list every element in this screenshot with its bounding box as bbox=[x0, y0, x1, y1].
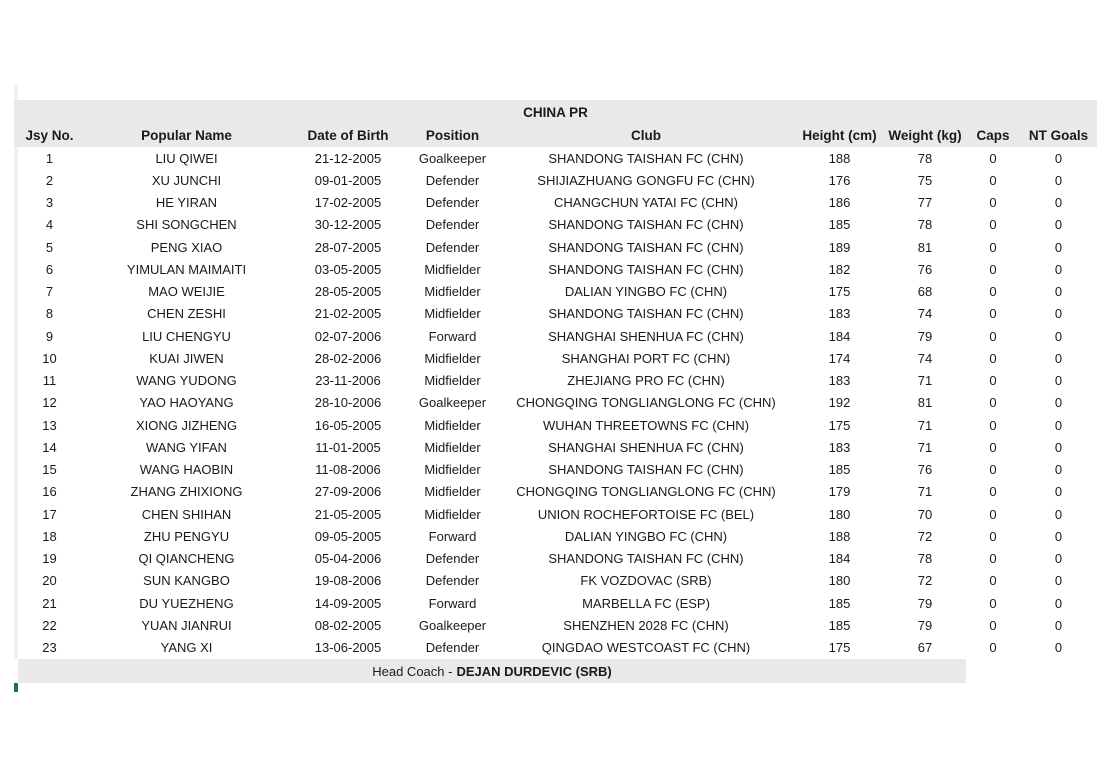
table-cell: 71 bbox=[917, 373, 933, 389]
table-cell: 0 bbox=[1054, 373, 1063, 389]
table-cell: LIU CHENGYU bbox=[142, 328, 231, 344]
table-cell: 0 bbox=[1054, 195, 1063, 211]
table-cell: 09-01-2005 bbox=[314, 172, 382, 188]
table-cell: 0 bbox=[989, 239, 997, 255]
table-cell: 0 bbox=[989, 528, 997, 544]
table-cell: 188 bbox=[828, 528, 851, 544]
table-cell: 17 bbox=[42, 506, 57, 522]
table-cell: Defender bbox=[425, 239, 480, 255]
table-cell: CHEN ZESHI bbox=[147, 306, 226, 322]
head-coach-label: Head Coach - bbox=[372, 663, 453, 679]
table-row bbox=[14, 392, 1097, 414]
table-cell: 183 bbox=[828, 306, 851, 322]
table-cell: SHANDONG TAISHAN FC (CHN) bbox=[548, 551, 744, 567]
table-cell: 176 bbox=[828, 172, 851, 188]
table-cell: 75 bbox=[917, 172, 933, 188]
table-cell: Midfielder bbox=[424, 462, 481, 478]
table-row bbox=[14, 236, 1097, 258]
table-cell: 28-07-2005 bbox=[314, 239, 382, 255]
table-cell: PENG XIAO bbox=[150, 239, 223, 255]
table-cell: Defender bbox=[425, 640, 480, 656]
table-cell: WANG YIFAN bbox=[146, 439, 227, 455]
table-cell: Defender bbox=[425, 172, 480, 188]
table-cell: 0 bbox=[989, 462, 997, 478]
table-cell: 4 bbox=[45, 217, 54, 233]
table-cell: 0 bbox=[989, 573, 997, 589]
table-cell: MARBELLA FC (ESP) bbox=[582, 595, 710, 611]
table-cell: 0 bbox=[989, 439, 997, 455]
table-cell: ZHANG ZHIXIONG bbox=[130, 484, 243, 500]
table-cell: 0 bbox=[989, 328, 997, 344]
table-cell: 1 bbox=[45, 150, 54, 166]
column-header-position: Position bbox=[425, 128, 480, 143]
table-cell: CHONGQING TONGLIANGLONG FC (CHN) bbox=[516, 484, 776, 500]
table-cell: 22 bbox=[42, 617, 57, 633]
table-cell: 0 bbox=[989, 551, 997, 567]
table-row bbox=[14, 147, 1097, 169]
table-cell: DALIAN YINGBO FC (CHN) bbox=[564, 284, 728, 300]
table-cell: 76 bbox=[917, 462, 933, 478]
table-cell: 81 bbox=[917, 395, 933, 411]
table-cell: 185 bbox=[828, 617, 851, 633]
table-cell: 79 bbox=[917, 328, 933, 344]
table-cell: 77 bbox=[917, 195, 933, 211]
table-cell: 79 bbox=[917, 617, 933, 633]
table-cell: CHANGCHUN YATAI FC (CHN) bbox=[554, 195, 738, 211]
column-header-date-of-birth: Date of Birth bbox=[307, 128, 389, 143]
table-cell: 28-10-2006 bbox=[314, 395, 382, 411]
table-cell: SHANGHAI SHENHUA FC (CHN) bbox=[548, 328, 744, 344]
table-cell: 18 bbox=[42, 528, 57, 544]
table-cell: 174 bbox=[828, 350, 851, 366]
table-cell: FK VOZDOVAC (SRB) bbox=[580, 573, 712, 589]
head-coach-band bbox=[18, 659, 966, 683]
table-cell: 21 bbox=[42, 595, 57, 611]
table-cell: 179 bbox=[828, 484, 851, 500]
table-cell: HE YIRAN bbox=[155, 195, 218, 211]
table-cell: 13-06-2005 bbox=[314, 640, 382, 656]
table-cell: 81 bbox=[917, 239, 933, 255]
table-cell: 17-02-2005 bbox=[314, 195, 382, 211]
table-cell: 74 bbox=[917, 350, 933, 366]
table-cell: Forward bbox=[428, 528, 477, 544]
table-cell: 0 bbox=[989, 217, 997, 233]
table-cell: 09-05-2005 bbox=[314, 528, 382, 544]
table-cell: 192 bbox=[828, 395, 851, 411]
table-cell: 14 bbox=[42, 439, 57, 455]
table-row bbox=[14, 614, 1097, 636]
table-cell: 11-08-2006 bbox=[315, 462, 381, 478]
table-cell: Midfielder bbox=[424, 484, 481, 500]
table-cell: YIMULAN MAIMAITI bbox=[126, 261, 247, 277]
table-cell: Midfielder bbox=[424, 306, 481, 322]
table-cell: 0 bbox=[1054, 306, 1063, 322]
table-cell: 0 bbox=[1054, 261, 1063, 277]
table-cell: 185 bbox=[828, 462, 851, 478]
table-cell: Defender bbox=[425, 573, 480, 589]
table-cell: 21-02-2005 bbox=[314, 306, 382, 322]
table-cell: SHENZHEN 2028 FC (CHN) bbox=[563, 617, 729, 633]
table-cell: 16 bbox=[42, 484, 57, 500]
table-cell: 182 bbox=[828, 261, 851, 277]
table-row bbox=[14, 503, 1097, 525]
table-cell: Midfielder bbox=[424, 350, 481, 366]
header-row bbox=[14, 124, 1097, 147]
table-cell: Forward bbox=[428, 328, 477, 344]
table-cell: 05-04-2006 bbox=[314, 551, 382, 567]
table-row bbox=[14, 325, 1097, 347]
table-cell: 0 bbox=[989, 506, 997, 522]
table-row bbox=[14, 570, 1097, 592]
table-cell: 23 bbox=[42, 640, 57, 656]
table-cell: 20 bbox=[42, 573, 57, 589]
table-cell: 21-05-2005 bbox=[314, 506, 382, 522]
table-cell: SHANDONG TAISHAN FC (CHN) bbox=[548, 261, 744, 277]
table-row bbox=[14, 481, 1097, 503]
table-cell: 0 bbox=[989, 172, 997, 188]
team-title: CHINA PR bbox=[523, 104, 588, 120]
table-row bbox=[14, 192, 1097, 214]
table-cell: Goalkeeper bbox=[418, 150, 487, 166]
table-cell: 76 bbox=[917, 261, 933, 277]
table-cell: 0 bbox=[1054, 350, 1063, 366]
table-cell: XU JUNCHI bbox=[151, 172, 222, 188]
table-cell: 183 bbox=[828, 373, 851, 389]
column-header-nt-goals: NT Goals bbox=[1028, 128, 1089, 143]
table-cell: Goalkeeper bbox=[418, 617, 487, 633]
table-cell: DALIAN YINGBO FC (CHN) bbox=[564, 528, 728, 544]
table-cell: 03-05-2005 bbox=[314, 261, 382, 277]
table-cell: 175 bbox=[828, 640, 851, 656]
table-cell: 0 bbox=[989, 617, 997, 633]
table-cell: 0 bbox=[1054, 506, 1063, 522]
table-cell: UNION ROCHEFORTOISE FC (BEL) bbox=[537, 506, 755, 522]
column-header-caps: Caps bbox=[976, 128, 1010, 143]
table-cell: 14-09-2005 bbox=[314, 595, 382, 611]
table-cell: CHEN SHIHAN bbox=[141, 506, 232, 522]
table-cell: 0 bbox=[989, 373, 997, 389]
table-cell: 0 bbox=[1054, 417, 1063, 433]
table-cell: 02-07-2006 bbox=[314, 328, 382, 344]
table-cell: 30-12-2005 bbox=[314, 217, 382, 233]
table-cell: 6 bbox=[45, 261, 54, 277]
table-row bbox=[14, 436, 1097, 458]
squad-table bbox=[14, 124, 1097, 659]
table-cell: 184 bbox=[828, 328, 851, 344]
table-cell: 183 bbox=[828, 439, 851, 455]
table-row bbox=[14, 592, 1097, 614]
table-cell: 0 bbox=[989, 640, 997, 656]
table-cell: 79 bbox=[917, 595, 933, 611]
table-cell: 0 bbox=[1054, 239, 1063, 255]
table-cell: 0 bbox=[1054, 439, 1063, 455]
column-header-jsy-no: Jsy No. bbox=[25, 128, 74, 143]
table-row bbox=[14, 414, 1097, 436]
table-cell: 08-02-2005 bbox=[314, 617, 382, 633]
table-row bbox=[14, 370, 1097, 392]
table-cell: XIONG JIZHENG bbox=[135, 417, 238, 433]
table-cell: 68 bbox=[917, 284, 933, 300]
table-cell: 0 bbox=[1054, 640, 1063, 656]
table-row bbox=[14, 548, 1097, 570]
table-row bbox=[14, 281, 1097, 303]
table-cell: LIU QIWEI bbox=[155, 150, 218, 166]
table-cell: 11-01-2005 bbox=[315, 439, 381, 455]
table-cell: 70 bbox=[917, 506, 933, 522]
table-cell: 16-05-2005 bbox=[314, 417, 382, 433]
table-cell: 0 bbox=[989, 261, 997, 277]
table-cell: 0 bbox=[1054, 172, 1063, 188]
table-row bbox=[14, 214, 1097, 236]
table-cell: 0 bbox=[1054, 617, 1063, 633]
table-cell: 0 bbox=[989, 595, 997, 611]
table-cell: SHIJIAZHUANG GONGFU FC (CHN) bbox=[537, 172, 755, 188]
table-cell: 0 bbox=[1054, 150, 1063, 166]
table-cell: 0 bbox=[1054, 484, 1063, 500]
table-cell: 67 bbox=[917, 640, 933, 656]
table-cell: QINGDAO WESTCOAST FC (CHN) bbox=[541, 640, 751, 656]
table-cell: 188 bbox=[828, 150, 851, 166]
table-cell: 189 bbox=[828, 239, 851, 255]
table-cell: SHANDONG TAISHAN FC (CHN) bbox=[548, 217, 744, 233]
table-cell: 0 bbox=[1054, 462, 1063, 478]
table-row bbox=[14, 637, 1097, 659]
table-cell: Midfielder bbox=[424, 261, 481, 277]
table-cell: 0 bbox=[989, 195, 997, 211]
table-cell: Defender bbox=[425, 195, 480, 211]
table-cell: 0 bbox=[989, 150, 997, 166]
table-cell: WANG HAOBIN bbox=[139, 462, 234, 478]
table-cell: SHANDONG TAISHAN FC (CHN) bbox=[548, 239, 744, 255]
column-header-weight: Weight (kg) bbox=[888, 128, 962, 143]
table-cell: 3 bbox=[45, 195, 54, 211]
table-cell: 8 bbox=[45, 306, 54, 322]
table-cell: 0 bbox=[989, 350, 997, 366]
table-cell: 0 bbox=[1054, 217, 1063, 233]
head-coach-name: DEJAN DURDEVIC (SRB) bbox=[456, 663, 612, 679]
table-cell: 78 bbox=[917, 551, 933, 567]
table-cell: ZHU PENGYU bbox=[143, 528, 230, 544]
table-cell: 5 bbox=[45, 239, 54, 255]
table-cell: 23-11-2006 bbox=[315, 373, 381, 389]
table-cell: Forward bbox=[428, 595, 477, 611]
green-cursor-mark bbox=[14, 683, 18, 692]
table-cell: SHANDONG TAISHAN FC (CHN) bbox=[548, 306, 744, 322]
table-cell: 71 bbox=[917, 484, 933, 500]
table-cell: 2 bbox=[45, 172, 54, 188]
table-cell: 0 bbox=[1054, 328, 1063, 344]
table-cell: 19-08-2006 bbox=[314, 573, 382, 589]
table-cell: 0 bbox=[1054, 573, 1063, 589]
table-cell: MAO WEIJIE bbox=[148, 284, 225, 300]
table-cell: 74 bbox=[917, 306, 933, 322]
table-cell: Midfielder bbox=[424, 506, 481, 522]
column-header-height: Height (cm) bbox=[802, 128, 877, 143]
table-cell: 12 bbox=[42, 395, 57, 411]
table-cell: 0 bbox=[989, 417, 997, 433]
table-cell: 186 bbox=[828, 195, 851, 211]
table-cell: 27-09-2006 bbox=[314, 484, 382, 500]
table-cell: SHANGHAI SHENHUA FC (CHN) bbox=[548, 439, 744, 455]
table-cell: Midfielder bbox=[424, 439, 481, 455]
table-cell: ZHEJIANG PRO FC (CHN) bbox=[567, 373, 725, 389]
table-row bbox=[14, 303, 1097, 325]
table-cell: YUAN JIANRUI bbox=[141, 617, 232, 633]
table-cell: 0 bbox=[1054, 528, 1063, 544]
squad-table-body bbox=[14, 147, 1097, 659]
table-cell: CHONGQING TONGLIANGLONG FC (CHN) bbox=[516, 395, 776, 411]
table-row bbox=[14, 525, 1097, 547]
table-cell: 0 bbox=[989, 395, 997, 411]
table-cell: KUAI JIWEN bbox=[149, 350, 224, 366]
table-cell: 0 bbox=[989, 284, 997, 300]
table-cell: 0 bbox=[989, 484, 997, 500]
table-cell: SHANGHAI PORT FC (CHN) bbox=[561, 350, 731, 366]
table-cell: 180 bbox=[828, 573, 851, 589]
table-cell: Midfielder bbox=[424, 373, 481, 389]
table-cell: Defender bbox=[425, 217, 480, 233]
table-cell: Midfielder bbox=[424, 284, 481, 300]
table-cell: 72 bbox=[917, 573, 933, 589]
table-cell: 11 bbox=[42, 373, 57, 389]
table-cell: Midfielder bbox=[424, 417, 481, 433]
table-row bbox=[14, 258, 1097, 280]
table-cell: Goalkeeper bbox=[418, 395, 487, 411]
table-cell: WANG YUDONG bbox=[136, 373, 237, 389]
table-cell: SHI SONGCHEN bbox=[136, 217, 237, 233]
table-cell: SHANDONG TAISHAN FC (CHN) bbox=[548, 150, 744, 166]
table-row bbox=[14, 459, 1097, 481]
table-cell: 9 bbox=[45, 328, 54, 344]
table-cell: 21-12-2005 bbox=[314, 150, 382, 166]
table-cell: 175 bbox=[828, 417, 851, 433]
table-cell: 28-02-2006 bbox=[314, 350, 382, 366]
table-cell: 71 bbox=[917, 417, 933, 433]
column-header-popular-name: Popular Name bbox=[141, 128, 232, 143]
table-cell: YAO HAOYANG bbox=[139, 395, 234, 411]
table-cell: 0 bbox=[1054, 284, 1063, 300]
table-row bbox=[14, 347, 1097, 369]
table-cell: 10 bbox=[42, 350, 57, 366]
table-cell: Defender bbox=[425, 551, 480, 567]
team-title-band bbox=[14, 100, 1097, 124]
table-cell: 0 bbox=[1054, 551, 1063, 567]
table-cell: 185 bbox=[828, 217, 851, 233]
table-cell: 184 bbox=[828, 551, 851, 567]
table-cell: 0 bbox=[989, 306, 997, 322]
table-cell: 78 bbox=[917, 150, 933, 166]
column-header-club: Club bbox=[631, 128, 661, 143]
table-cell: 0 bbox=[1054, 595, 1063, 611]
table-row bbox=[14, 169, 1097, 191]
table-cell: YANG XI bbox=[160, 640, 213, 656]
table-cell: 72 bbox=[917, 528, 933, 544]
table-cell: 13 bbox=[42, 417, 57, 433]
table-cell: WUHAN THREETOWNS FC (CHN) bbox=[542, 417, 750, 433]
table-cell: 78 bbox=[917, 217, 933, 233]
squad-table-header bbox=[14, 124, 1097, 147]
table-cell: 19 bbox=[42, 551, 57, 567]
table-cell: 28-05-2005 bbox=[314, 284, 382, 300]
table-cell: 7 bbox=[45, 284, 54, 300]
table-cell: 15 bbox=[42, 462, 57, 478]
table-cell: 0 bbox=[1054, 395, 1063, 411]
table-cell: 185 bbox=[828, 595, 851, 611]
table-cell: SUN KANGBO bbox=[143, 573, 230, 589]
table-cell: DU YUEZHENG bbox=[139, 595, 234, 611]
table-cell: SHANDONG TAISHAN FC (CHN) bbox=[548, 462, 744, 478]
table-cell: 175 bbox=[828, 284, 851, 300]
table-cell: 180 bbox=[828, 506, 851, 522]
table-cell: 71 bbox=[917, 439, 933, 455]
table-cell: QI QIANCHENG bbox=[138, 551, 235, 567]
